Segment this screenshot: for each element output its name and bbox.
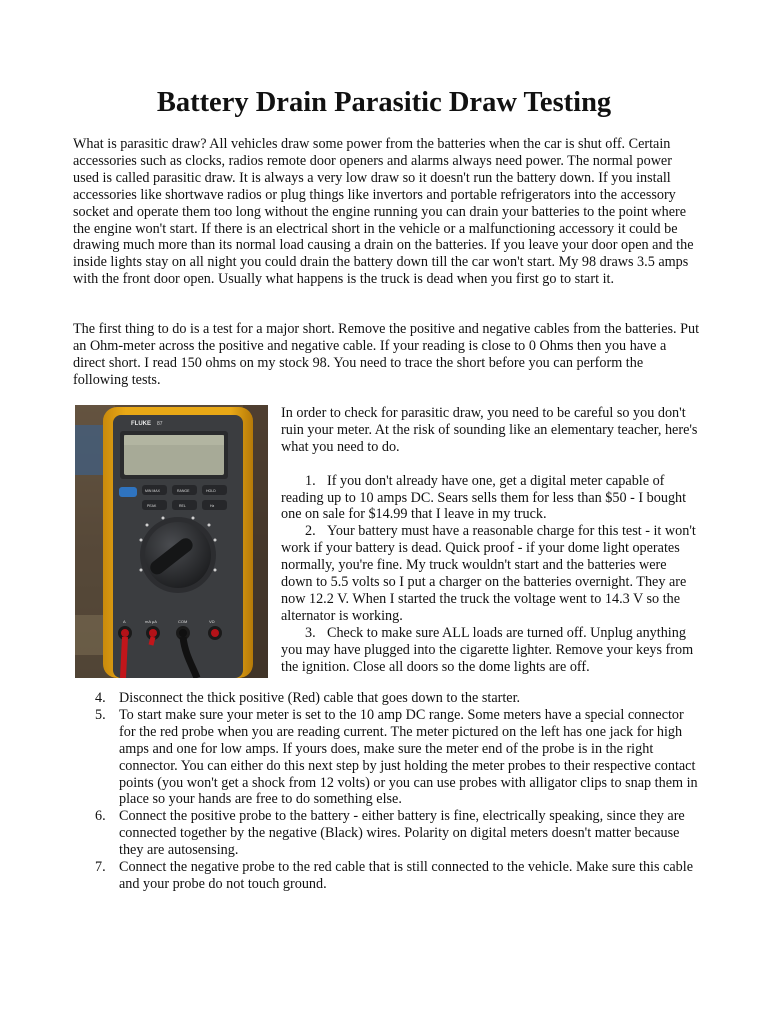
list-item: [73, 859, 701, 893]
list-number: 5.: [95, 706, 106, 723]
list-item: [73, 808, 701, 859]
step-text: If you don't already have one, get a digital meter capable of reading up to 10 amps DC. Sears sells them for less than $50 - I bought one on sale for $14.99 that I leave in my truck.: [281, 472, 687, 523]
list-text: Connect the negative probe to the red cable that is still connected to the vehicle. Make sure this cable and your probe do not touch ground.: [119, 859, 693, 892]
jack-label-com: COM: [178, 619, 188, 624]
meter-blue-button: [119, 487, 137, 497]
meter-model-label: 87: [157, 421, 163, 427]
document-title: Battery Drain Parasitic Draw Testing: [156, 87, 612, 118]
svg-text:RANGE: RANGE: [177, 489, 190, 493]
meter-brand-label: FLUKE: [131, 421, 151, 427]
svg-text:PEAK: PEAK: [147, 504, 157, 508]
list-number: 6.: [95, 808, 106, 825]
step-number: 1.: [305, 472, 316, 489]
list-text: Disconnect the thick positive (Red) cable that goes down to the starter.: [119, 690, 521, 706]
svg-text:HOLD: HOLD: [206, 489, 216, 493]
jack-label-a: A: [123, 619, 126, 624]
svg-text:Hz: Hz: [210, 504, 215, 508]
list-text: Connect the positive probe to the battery - either battery is fine, electrically speaking, since they are connected together by the negative (Black) wires. Polarity on digital meters doesn't matter because they are autosensing.: [119, 808, 685, 859]
multimeter-photo: [75, 405, 268, 678]
step-number: 2.: [305, 523, 316, 540]
steps-list: [73, 690, 701, 893]
paragraph-short-test: The first thing to do is a test for a major short. Remove the positive and negative cables from the batteries. Put an Ohm-meter across the positive and negative cable. If your reading is close to 0 Ohms then you have a direct short. I read 150 ohms on my stock 98. You need to trace the short before you can perform the following tests.: [73, 321, 700, 388]
paragraph-intro: What is parasitic draw? All vehicles draw some power from the batteries when the car is shut off. Certain accessories such as clocks, radios remote door openers and alarms always need power. The normal power used is called parasitic draw. It is always a very low draw so it doesn't run the battery down. If you install accessories like shortwave radios or plug things like invertors and portable refrigerators into the accessory socket and operate them too long without the engine running you can drain your batteries to the point where the engine won't start. If there is an electrical short in the vehicle or a malfunctioning accessory it could be drawing much more than its normal load causing a drain on the batteries. If you leave your door open and the inside lights stay on all night you could drain the battery down till the car won't start. My 98 draws 3.5 amps with the front door open. Usually what happens is the truck is dead when you first go to start it.: [73, 136, 694, 288]
step-item: [281, 625, 701, 676]
side-column: [281, 405, 701, 675]
step-text: Your battery must have a reasonable charge for this test - it won't work if your battery is dead. Quick proof - if your dome light operates normally, you're fine. My truck wouldn't start and the batteries were down to 5.5 volts so I put a charger on the batteries overnight. They are now 12.2 V. When I started the truck the voltage went to 14.3 V so the alternator is working.: [281, 523, 696, 624]
list-number: 4.: [95, 690, 106, 706]
jack-label-v: VΩ: [209, 619, 215, 624]
svg-text:MIN MAX: MIN MAX: [145, 489, 160, 493]
meter-button-hz: [202, 500, 227, 510]
list-item: [73, 690, 701, 707]
svg-text:REL: REL: [179, 504, 186, 508]
step-item: [281, 473, 701, 524]
list-number: 7.: [95, 859, 106, 876]
step-number: 3.: [305, 624, 316, 641]
jack-label-ma: mA µA: [145, 619, 157, 624]
list-item: [73, 707, 701, 808]
list-text: To start make sure your meter is set to the 10 amp DC range. Some meters have a special connector for the red probe when you are reading current. The meter pictured on the left has one jack for high amps and one for low amps. If yours does, make sure the meter end of the probe is in the right connector. You can either do this next step by just holding the meter probes to their respective contact points (you won't get a shock from 12 volts) or you can use probes with alligator clips to snap them in place so your hands are free to do something else.: [119, 706, 698, 808]
step-item: [281, 523, 701, 624]
side-intro: In order to check for parasitic draw, you need to be careful so you don't ruin your meter. At the risk of sounding like an elementary teacher, here's what you need to do.: [281, 405, 698, 455]
step-text: Check to make sure ALL loads are turned off. Unplug anything you may have plugged into the cigarette lighter. Remove your keys from the ignition. Close all doors so the dome lights are off.: [281, 624, 694, 675]
red-probe-lead: [123, 637, 125, 678]
